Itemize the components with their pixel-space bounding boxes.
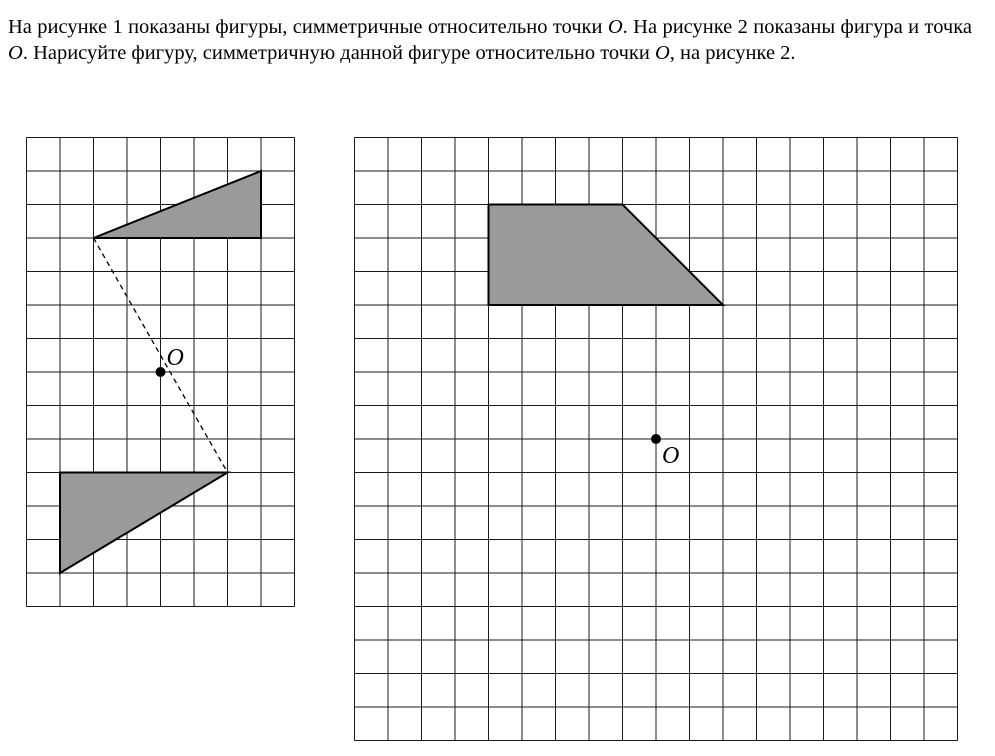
point-o-variable: O xyxy=(654,42,670,64)
figure-1-triangle-bottom xyxy=(60,473,228,574)
point-o-variable: O xyxy=(607,16,623,38)
figure-1 xyxy=(26,137,298,607)
figure-2-point-o xyxy=(651,434,661,444)
figure-2-trapezoid xyxy=(489,205,724,306)
point-o-variable: O xyxy=(8,42,23,64)
problem-text xyxy=(8,14,972,66)
figure-2-point-o-label: O xyxy=(662,443,680,469)
problem-text-part4: , на рисунке 2. xyxy=(669,42,796,64)
figure-1-point-o-label: O xyxy=(166,345,184,371)
figure-1-point-o xyxy=(156,367,166,377)
problem-text-part2: . На рисунке 2 показаны фигура и точка xyxy=(622,16,972,38)
problem-text-part3: . Нарисуйте фигуру, симметричную данной фигуре относительно точки xyxy=(22,42,655,64)
figure-2 xyxy=(354,137,958,741)
problem-text-part1: На рисунке 1 показаны фигуры, симметричные относительно точки xyxy=(8,16,608,38)
